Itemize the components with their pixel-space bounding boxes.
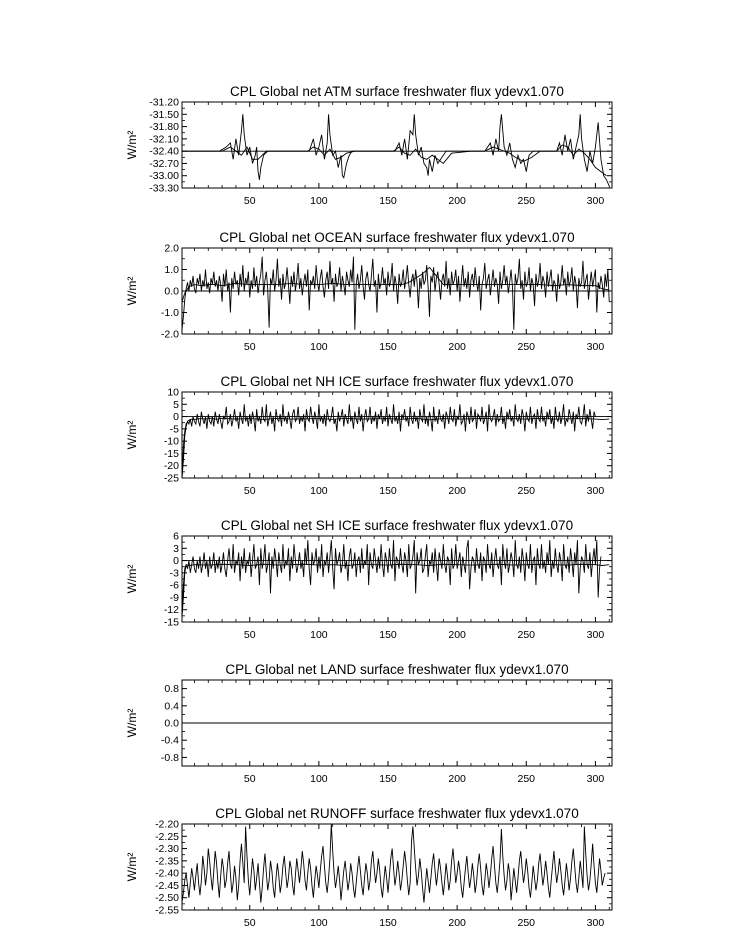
- series-monthly: [182, 257, 609, 330]
- x-tick-label: 250: [517, 485, 536, 497]
- x-tick-label: 100: [310, 917, 328, 929]
- series-monthly: [182, 404, 595, 478]
- x-tick-label: 200: [448, 195, 466, 207]
- y-tick-label: 2.0: [164, 242, 179, 255]
- panel-6: [125, 806, 612, 929]
- x-tick-label: 50: [243, 917, 256, 929]
- y-tick-label: -9: [169, 591, 179, 604]
- y-tick-label: -12: [163, 604, 179, 617]
- y-tick-label: -2.50: [155, 892, 179, 905]
- y-tick-label: -15: [163, 616, 179, 629]
- x-tick-label: 50: [243, 773, 256, 785]
- y-tick-label: -1.0: [160, 307, 179, 319]
- x-tick-label: 200: [448, 341, 466, 353]
- y-tick-label: -0.4: [160, 734, 179, 747]
- y-axis-label: W/m²: [125, 420, 139, 450]
- y-tick-label: -6: [169, 579, 179, 592]
- y-tick-label: 0.8: [164, 683, 179, 696]
- y-tick-label: -32.70: [149, 157, 179, 170]
- panel-title: CPL Global net LAND surface freshwater flux ydevx1.070: [225, 662, 569, 677]
- y-tick-label: -2.30: [155, 843, 179, 856]
- x-tick-label: 50: [243, 341, 256, 353]
- x-tick-label: 250: [517, 917, 536, 929]
- panel-5: [125, 662, 612, 785]
- y-tick-label: -33.30: [149, 182, 179, 195]
- x-tick-label: 100: [310, 485, 328, 497]
- y-tick-label: -3: [169, 567, 179, 580]
- y-tick-label: 0.4: [164, 700, 179, 713]
- y-tick-label: 10: [167, 386, 179, 399]
- y-tick-label: -15: [163, 447, 179, 460]
- y-tick-label: -31.80: [149, 121, 179, 134]
- x-tick-label: 300: [586, 917, 605, 929]
- x-tick-label: 300: [586, 629, 605, 641]
- x-tick-label: 150: [379, 485, 397, 497]
- y-tick-label: -31.50: [149, 108, 179, 121]
- plot-frame: [182, 536, 612, 622]
- y-tick-label: -32.10: [149, 133, 179, 146]
- x-tick-label: 150: [379, 629, 397, 641]
- x-tick-label: 100: [310, 773, 328, 785]
- x-tick-label: 100: [310, 195, 328, 207]
- y-tick-label: -10: [163, 435, 179, 448]
- panel-1: [125, 84, 612, 207]
- x-tick-label: 300: [586, 773, 605, 785]
- plot-frame: [182, 392, 612, 478]
- x-tick-label: 150: [379, 195, 397, 207]
- x-tick-label: 200: [448, 629, 466, 641]
- x-tick-label: 50: [243, 195, 256, 207]
- y-tick-label: -2.20: [155, 818, 179, 831]
- series-monthly: [182, 824, 605, 903]
- series-monthly: [182, 540, 601, 618]
- y-tick-label: 1.0: [164, 264, 179, 276]
- x-tick-label: 100: [310, 341, 328, 353]
- panel-2: [125, 230, 612, 353]
- x-tick-label: 50: [243, 485, 256, 497]
- y-axis-label: W/m²: [125, 130, 139, 160]
- panel-title: CPL Global net ATM surface freshwater flux ydevx1.070: [230, 84, 564, 99]
- x-tick-label: 250: [517, 773, 536, 785]
- y-tick-label: -32.40: [149, 145, 179, 158]
- y-axis-label: W/m²: [125, 276, 139, 306]
- series-monthly: [182, 114, 609, 186]
- panel-4: [125, 518, 612, 641]
- y-axis-label: W/m²: [125, 708, 139, 738]
- x-tick-label: 250: [517, 629, 536, 641]
- y-tick-label: -25: [163, 472, 179, 485]
- x-tick-label: 300: [586, 485, 605, 497]
- x-tick-label: 100: [310, 629, 328, 641]
- panel-title: CPL Global net SH ICE surface freshwater flux ydevx1.070: [220, 518, 574, 533]
- x-tick-label: 150: [379, 341, 397, 353]
- x-tick-label: 150: [379, 917, 397, 929]
- panel-title: CPL Global net NH ICE surface freshwater flux ydevx1.070: [220, 374, 574, 389]
- y-tick-label: 0: [173, 555, 179, 568]
- y-tick-label: 0.0: [164, 717, 179, 730]
- y-tick-label: -33.00: [149, 170, 179, 183]
- x-tick-label: 250: [517, 341, 536, 353]
- y-tick-label: 6: [173, 530, 179, 543]
- y-axis-label: W/m²: [125, 852, 139, 882]
- x-tick-label: 300: [586, 341, 605, 353]
- y-tick-label: 3: [173, 542, 179, 555]
- y-tick-label: -2.35: [155, 855, 179, 868]
- y-tick-label: -0.8: [160, 751, 179, 764]
- series-smoothed: [182, 418, 609, 478]
- plot-frame: [182, 102, 612, 188]
- x-tick-label: 250: [517, 195, 536, 207]
- y-tick-label: -2.55: [155, 904, 179, 917]
- x-tick-label: 50: [243, 629, 256, 641]
- y-tick-label: -2.40: [155, 867, 179, 880]
- y-tick-label: 5: [173, 398, 179, 411]
- y-axis-label: W/m²: [125, 564, 139, 594]
- y-tick-label: 0: [173, 411, 179, 424]
- y-tick-label: -2.25: [155, 830, 179, 843]
- series-smoothed: [182, 145, 606, 176]
- x-tick-label: 150: [379, 773, 397, 785]
- y-tick-label: -2.0: [160, 328, 179, 341]
- panel-title: CPL Global net RUNOFF surface freshwater flux ydevx1.070: [215, 806, 579, 821]
- y-tick-label: 0.0: [164, 285, 179, 298]
- x-tick-label: 200: [448, 773, 466, 785]
- y-tick-label: -5: [169, 423, 179, 436]
- y-tick-label: -20: [163, 460, 179, 473]
- x-tick-label: 200: [448, 917, 466, 929]
- panel-3: [125, 374, 612, 497]
- x-tick-label: 200: [448, 485, 466, 497]
- panel-title: CPL Global net OCEAN surface freshwater flux ydevx1.070: [219, 230, 575, 245]
- x-tick-label: 300: [586, 195, 605, 207]
- y-tick-label: -2.45: [155, 879, 179, 892]
- y-tick-label: -31.20: [149, 96, 179, 109]
